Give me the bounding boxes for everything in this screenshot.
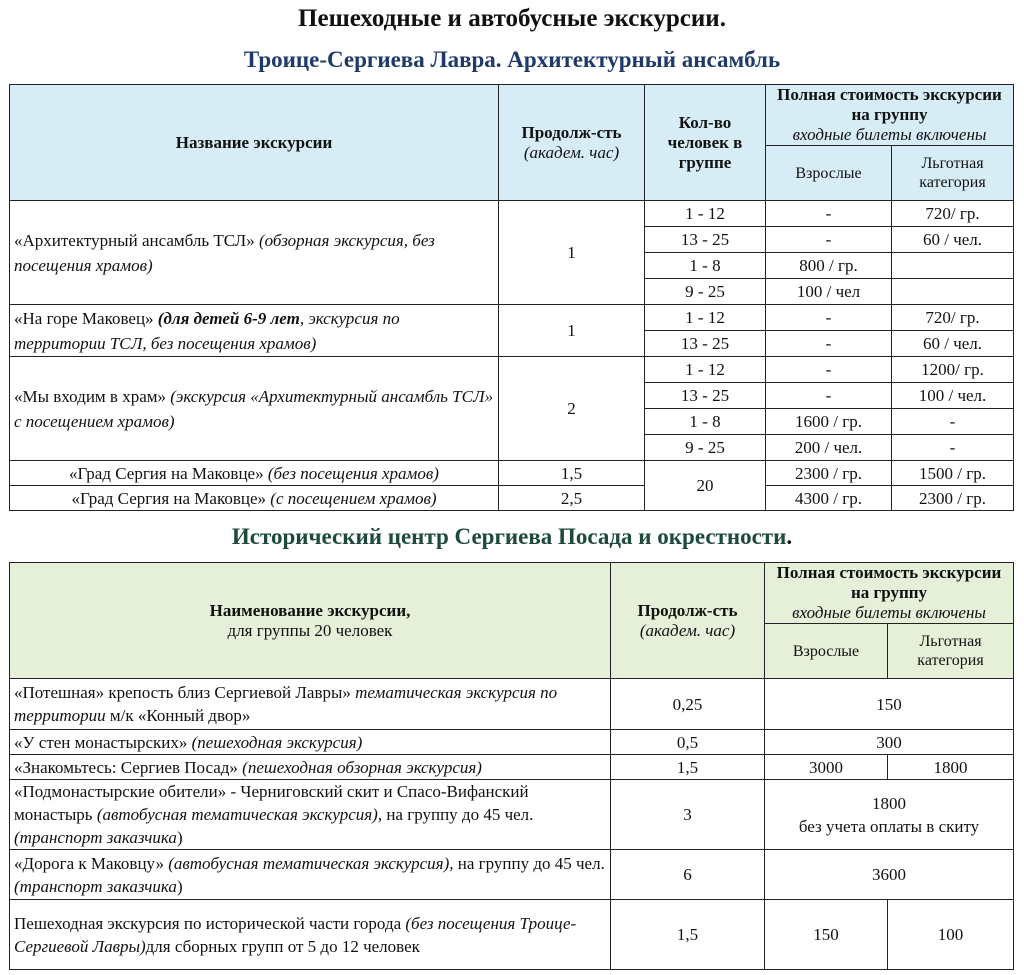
price-adults: - <box>766 357 892 383</box>
tour-duration: 1,5 <box>499 461 645 486</box>
header-name: Название экскурсии <box>10 85 499 201</box>
price-total: 3600 <box>765 850 1014 900</box>
lavra-tours-table <box>9 84 1014 511</box>
table-row <box>10 201 1014 227</box>
header-cost-note: входные билеты включены <box>792 125 987 144</box>
price-adults: - <box>766 305 892 331</box>
tour-name: «Град Сергия на Маковце» (без посещения храмов) <box>10 461 499 486</box>
price-adults: - <box>766 331 892 357</box>
people-range: 1 - 12 <box>645 357 766 383</box>
price-adults: 100 / чел <box>766 279 892 305</box>
price-discount: 1200/ гр. <box>892 357 1014 383</box>
people-range: 9 - 25 <box>645 435 766 461</box>
header2-duration: Продолж-сть (академ. час) <box>611 563 765 679</box>
price-discount: 100 / чел. <box>892 383 1014 409</box>
tour-duration: 0,25 <box>611 679 765 730</box>
price-note: без учета оплаты в скиту <box>798 816 980 836</box>
table-row <box>10 486 1014 511</box>
header-cost: Полная стоимость экскурсии на группу входные билеты включены <box>766 85 1014 146</box>
price-total: 300 <box>765 730 1014 755</box>
tour-name: Пешеходная экскурсия по исторической части города (без посещения Троице-Сергиевой Лавры)для сборных групп от 5 до 12 человек <box>10 900 611 970</box>
table-row <box>10 357 1014 383</box>
table-row <box>10 755 1014 780</box>
tour-duration: 1 <box>499 201 645 305</box>
people-range: 1 - 12 <box>645 305 766 331</box>
price-adults: 2300 / гр. <box>766 461 892 486</box>
price-discount <box>892 279 1014 305</box>
header-duration: Продолж-сть (академ. час) <box>499 85 645 201</box>
price-adults: - <box>766 201 892 227</box>
price-discount: 60 / чел. <box>892 227 1014 253</box>
section-title-lavra: Троице-Сергиева Лавра. Архитектурный ансамбль <box>243 47 781 72</box>
tour-duration: 2,5 <box>499 486 645 511</box>
price-discount: - <box>892 409 1014 435</box>
header2-duration-note: (академ. час) <box>639 620 736 640</box>
tour-name: «У стен монастырских» (пешеходная экскурсия) <box>10 730 611 755</box>
header2-name: Наименование экскурсии, для группы 20 человек <box>10 563 611 679</box>
people-count: 20 <box>645 461 766 511</box>
price-discount: 720/ гр. <box>892 305 1014 331</box>
tour-name: «Потешная» крепость близ Сергиевой Лавры» тематическая экскурсия по территории м/к «Конный двор» <box>10 679 611 730</box>
price-discount: 100 <box>888 900 1014 970</box>
header2-discount: Льготная категория <box>888 624 1014 679</box>
tour-duration: 1 <box>499 305 645 357</box>
tour-duration: 1,5 <box>611 900 765 970</box>
header-duration-note: (академ. час) <box>523 142 620 162</box>
people-range: 13 - 25 <box>645 383 766 409</box>
header2-adults: Взрослые <box>765 624 888 679</box>
header2-cost: Полная стоимость экскурсии на группу входные билеты включены <box>765 563 1014 624</box>
section-title-center: Исторический центр Сергиева Посада и окрестности. <box>231 524 793 549</box>
people-range: 1 - 12 <box>645 201 766 227</box>
price-adults: 150 <box>765 900 888 970</box>
tour-name: «Архитектурный ансамбль ТСЛ» (обзорная экскурсия, без посещения храмов) <box>10 201 499 305</box>
price-total: 150 <box>765 679 1014 730</box>
price-discount: 60 / чел. <box>892 331 1014 357</box>
tour-duration: 1,5 <box>611 755 765 780</box>
tour-name: «Знакомьтесь: Сергиев Посад» (пешеходная обзорная экскурсия) <box>10 755 611 780</box>
tour-duration: 6 <box>611 850 765 900</box>
page-title: Пешеходные и автобусные экскурсии. <box>298 5 726 32</box>
tour-duration: 0,5 <box>611 730 765 755</box>
price-adults: - <box>766 383 892 409</box>
tour-name: «На горе Маковец» (для детей 6-9 лет, экскурсия по территории ТСЛ, без посещения храмов) <box>10 305 499 357</box>
price-discount: 1500 / гр. <box>892 461 1014 486</box>
table-row <box>10 305 1014 331</box>
table-row <box>10 900 1014 970</box>
header-people: Кол-во человек в группе <box>645 85 766 201</box>
price-total: 1800 без учета оплаты в скиту <box>765 780 1014 850</box>
price-adults: 1600 / гр. <box>766 409 892 435</box>
tour-name: «Град Сергия на Маковце» (с посещением храмов) <box>10 486 499 511</box>
tour-duration: 2 <box>499 357 645 461</box>
tour-name: «Дорога к Маковцу» (автобусная тематическая экскурсия), на группу до 45 чел. (транспорт заказчика) <box>10 850 611 900</box>
price-discount <box>892 253 1014 279</box>
price-adults: - <box>766 227 892 253</box>
price-adults: 3000 <box>765 755 888 780</box>
center-tours-table <box>9 562 1014 970</box>
header-discount: Льготная категория <box>892 146 1014 201</box>
people-range: 13 - 25 <box>645 227 766 253</box>
table-row <box>10 850 1014 900</box>
price-discount: 1800 <box>888 755 1014 780</box>
tour-name: «Подмонастырские обители» - Черниговский скит и Спасо-Вифанский монастырь (автобусная тематическая экскурсия), на группу до 45 чел. (транспорт заказчика) <box>10 780 611 850</box>
price-adults: 800 / гр. <box>766 253 892 279</box>
table-row <box>10 780 1014 850</box>
tour-duration: 3 <box>611 780 765 850</box>
table-row <box>10 679 1014 730</box>
price-discount: - <box>892 435 1014 461</box>
header-adults: Взрослые <box>766 146 892 201</box>
tour-name: «Мы входим в храм» (экскурсия «Архитектурный ансамбль ТСЛ» с посещением храмов) <box>10 357 499 461</box>
header2-name-note: для группы 20 человек <box>227 620 393 640</box>
price-adults: 200 / чел. <box>766 435 892 461</box>
people-range: 1 - 8 <box>645 409 766 435</box>
header2-cost-note: входные билеты включены <box>792 603 986 622</box>
people-range: 1 - 8 <box>645 253 766 279</box>
table-row <box>10 461 1014 486</box>
people-range: 9 - 25 <box>645 279 766 305</box>
price-discount: 720/ гр. <box>892 201 1014 227</box>
price-discount: 2300 / гр. <box>892 486 1014 511</box>
price-adults: 4300 / гр. <box>766 486 892 511</box>
table-row <box>10 730 1014 755</box>
people-range: 13 - 25 <box>645 331 766 357</box>
